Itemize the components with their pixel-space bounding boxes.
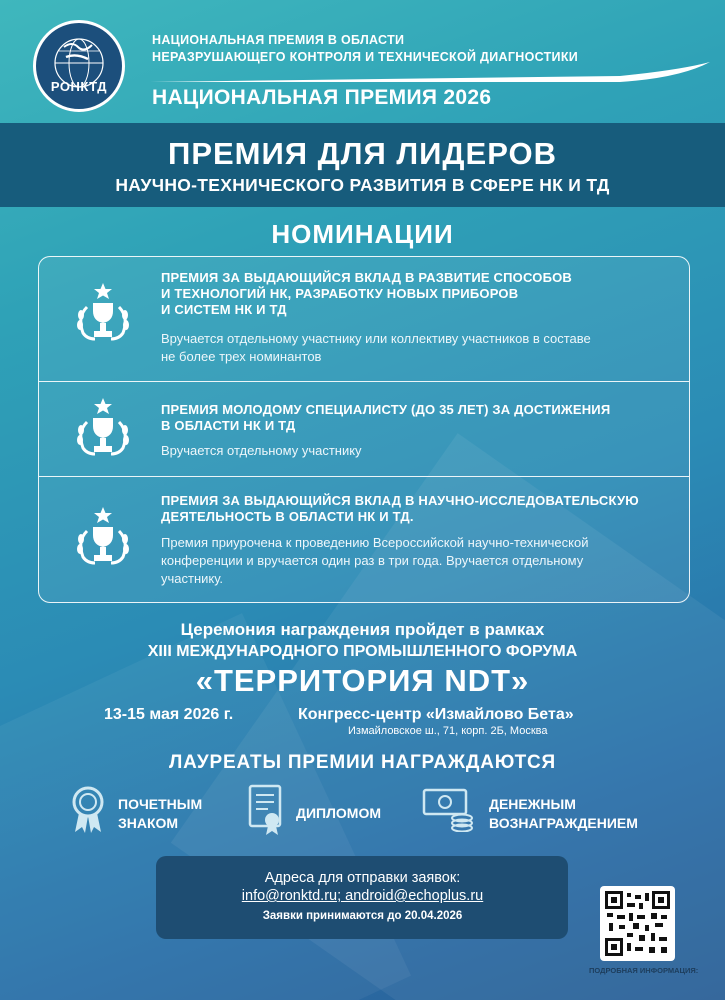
money-icon — [422, 786, 476, 832]
nomination-item — [39, 476, 689, 602]
description-line: Вручается отдельному участнику или коллективу участников в составе — [161, 331, 591, 346]
event-venue: Конгресс-центр «Измайлово Бета» — [298, 706, 574, 723]
award-label — [489, 795, 638, 833]
logo-text: РОНКТД — [50, 79, 108, 94]
org-name-line1: НАЦИОНАЛЬНАЯ ПРЕМИЯ В ОБЛАСТИ — [152, 33, 405, 47]
description-line: Премия приурочена к проведению Всероссийской научно-технической — [161, 535, 589, 550]
email-links[interactable]: info@ronktd.ru; android@echoplus.ru — [241, 888, 484, 904]
premia-year: НАЦИОНАЛЬНАЯ ПРЕМИЯ 2026 — [152, 86, 492, 109]
ceremony-intro: Церемония награждения пройдет в рамках — [180, 620, 545, 639]
heading-line: В ОБЛАСТИ НК И ТД — [161, 418, 296, 433]
award-label-line: ДЕНЕЖНЫМ — [489, 796, 576, 812]
nomination-description — [161, 330, 591, 366]
nomination-description — [161, 534, 588, 588]
qr-code[interactable] — [600, 886, 675, 961]
description-line: участнику. — [161, 571, 224, 586]
trophy-icon — [69, 281, 137, 347]
heading-line: ПРЕМИЯ МОЛОДОМУ СПЕЦИАЛИСТУ (ДО 35 ЛЕТ) ЗА ДОСТИЖЕНИЯ — [161, 402, 611, 417]
ronktd-logo — [33, 20, 125, 112]
diploma-icon — [246, 784, 286, 836]
event-dates: 13-15 мая 2026 г. — [104, 706, 234, 723]
laureates-title: ЛАУРЕАТЫ ПРЕМИИ НАГРАЖДАЮТСЯ — [168, 752, 557, 773]
trophy-icon — [69, 505, 137, 571]
nomination-heading — [161, 493, 639, 525]
award-label — [296, 804, 381, 823]
heading-line: И СИСТЕМ НК И ТД — [161, 302, 287, 317]
nomination-description — [161, 442, 362, 460]
qr-code-icon — [605, 891, 670, 956]
swoosh-decoration — [150, 62, 710, 86]
nominations-title: НОМИНАЦИИ — [271, 219, 454, 249]
description-line: не более трех номинантов — [161, 349, 322, 364]
heading-line: ПРЕМИЯ ЗА ВЫДАЮЩИЙСЯ ВКЛАД В НАУЧНО-ИССЛЕДОВАТЕЛЬСКУЮ — [161, 493, 639, 508]
nomination-item — [39, 381, 689, 476]
award-label-line: ДИПЛОМОМ — [296, 805, 382, 821]
medal-icon — [70, 786, 106, 834]
award-label-line: ПОЧЕТНЫМ — [118, 796, 203, 812]
heading-line: ДЕЯТЕЛЬНОСТЬ В ОБЛАСТИ НК И ТД. — [161, 509, 414, 524]
award-label-line: ВОЗНАГРАЖДЕНИЕМ — [489, 815, 638, 831]
description-line: конференции и вручается один раз в три года. Вручается отдельному — [161, 553, 584, 568]
application-deadline: Заявки принимаются до 20.04.2026 — [262, 910, 463, 922]
org-name-line2: НЕРАЗРУШАЮЩЕГО КОНТРОЛЯ И ТЕХНИЧЕСКОЙ ДИАГНОСТИКИ — [152, 50, 579, 64]
qr-caption: ПОДРОБНАЯ ИНФОРМАЦИЯ: — [589, 966, 699, 975]
forum-name-line: XIII МЕЖДУНАРОДНОГО ПРОМЫШЛЕННОГО ФОРУМА — [147, 643, 578, 660]
award-label-line: ЗНАКОМ — [118, 815, 179, 831]
heading-line: И ТЕХНОЛОГИЙ НК, РАЗРАБОТКУ НОВЫХ ПРИБОРОВ — [161, 286, 519, 301]
nomination-heading — [161, 270, 572, 318]
heading-line: ПРЕМИЯ ЗА ВЫДАЮЩИЙСЯ ВКЛАД В РАЗВИТИЕ СПОСОБОВ — [161, 270, 573, 285]
globe-icon — [36, 23, 122, 109]
award-label — [118, 795, 202, 833]
nomination-heading — [161, 402, 610, 434]
contact-intro: Адреса для отправки заявок: — [264, 870, 461, 886]
nominations-box — [38, 256, 690, 603]
forum-title: «ТЕРРИТОРИЯ NDT» — [195, 663, 530, 698]
description-line: Вручается отдельному участнику — [161, 443, 362, 458]
main-subtitle: НАУЧНО-ТЕХНИЧЕСКОГО РАЗВИТИЯ В СФЕРЕ НК И ТД — [115, 175, 610, 195]
event-address: Измайловское ш., 71, корп. 2Б, Москва — [348, 725, 548, 737]
nomination-item — [39, 257, 689, 381]
trophy-icon — [69, 396, 137, 462]
main-title: ПРЕМИЯ ДЛЯ ЛИДЕРОВ — [168, 136, 557, 171]
